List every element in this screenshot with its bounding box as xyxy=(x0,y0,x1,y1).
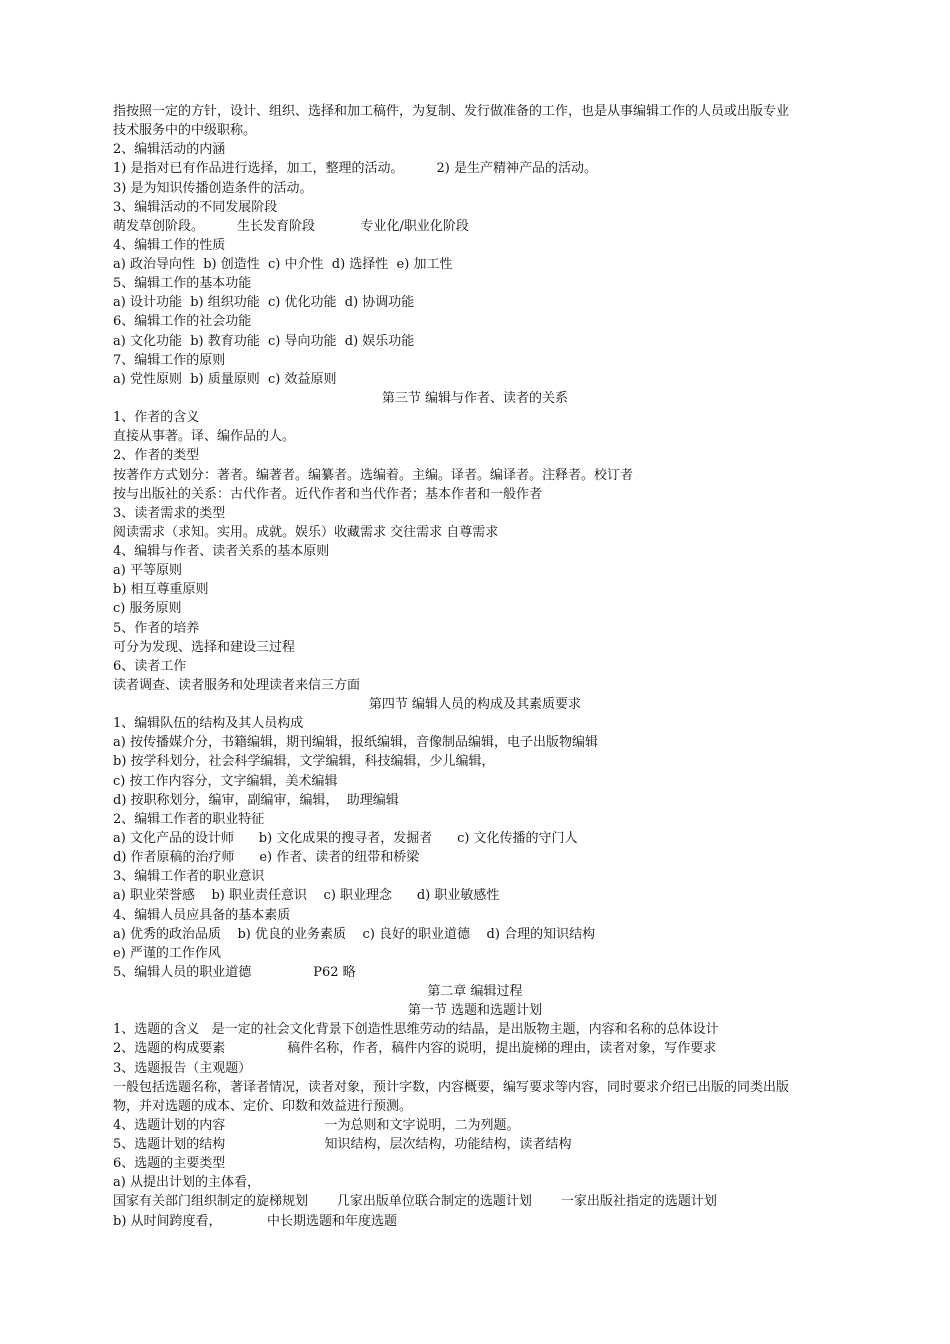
text-line: 一般包括选题名称，著译者情况，读者对象，预计字数，内容概要，编写要求等内容，同时要求介绍已出版的同类出版 xyxy=(113,1079,790,1095)
text-line: e) 严谨的工作作风 xyxy=(113,945,221,961)
section-heading: 第三节 编辑与作者、读者的关系 xyxy=(381,390,569,406)
text-line: 7、编辑工作的原则 xyxy=(113,352,226,368)
text-line: a) 平等原则 xyxy=(113,563,182,579)
text-line: b) 从时间跨度看， 中长期选题和年度选题 xyxy=(113,1213,397,1229)
text-line: c) 按工作内容分，文字编辑，美术编辑 xyxy=(113,773,338,789)
text-line: a) 政治导向性 b) 创造性 c) 中介性 d) 选择性 e) 加工性 xyxy=(113,257,453,272)
text-line: 1) 是指对已有作品进行选择，加工，整理的活动。 2) 是生产精神产品的活动。 xyxy=(113,161,598,177)
text-line: 按著作方式划分：著者。编著者。编纂者。选编着。主编。译者。编译者。注释者。校订者 xyxy=(113,467,634,483)
section-heading: 第二章 编辑过程 xyxy=(427,984,523,999)
text-line: 5、选题计划的结构 知识结构，层次结构，功能结构，读者结构 xyxy=(113,1137,572,1152)
text-line: 读者调查、读者服务和处理读者来信三方面 xyxy=(113,677,361,693)
text-line: 1、作者的含义 xyxy=(113,410,200,426)
text-line: 4、编辑与作者、读者关系的基本原则 xyxy=(113,544,330,559)
text-line: 6、编辑工作的社会功能 xyxy=(113,314,252,330)
text-line: d) 作者原稿的治疗师 e) 作者、读者的纽带和桥梁 xyxy=(113,850,420,866)
text-line: 3、编辑工作者的职业意识 xyxy=(113,869,265,885)
text-line: b) 按学科划分，社会科学编辑，文学编辑，科技编辑，少儿编辑， xyxy=(113,754,495,770)
text-line: 3、编辑活动的不同发展阶段 xyxy=(113,199,278,215)
text-line: a) 文化产品的设计师 b) 文化成果的搜寻者，发掘者 c) 文化传播的守门人 xyxy=(113,830,578,846)
text-line: a) 文化功能 b) 教育功能 c) 导向功能 d) 娱乐功能 xyxy=(113,333,415,349)
text-line: 指按照一定的方针，设计、组织、选择和加工稿件，为复制、发行做准备的工作，也是从事编辑工作的人员或出版专业 xyxy=(113,104,790,119)
text-line: a) 优秀的政治品质 b) 优良的业务素质 c) 良好的职业道德 d) 合理的知识结构 xyxy=(113,926,596,942)
text-line: 3、选题报告（主观题） xyxy=(113,1060,252,1076)
text-line: 2、选题的构成要素 稿件名称，作者，稿件内容的说明，提出旋梯的理由，读者对象，写作要求 xyxy=(113,1041,717,1057)
text-line: 国家有关部门组织制定的旋梯规划 几家出版单位联合制定的选题计划 一家出版社指定的选题计划 xyxy=(113,1194,717,1210)
text-line: a) 设计功能 b) 组织功能 c) 优化功能 d) 协调功能 xyxy=(113,295,415,311)
text-line: 技术服务中的中级职称。 xyxy=(113,123,257,139)
text-line: a) 按传播媒介分，书籍编辑，期刊编辑，报纸编辑，音像制品编辑，电子出版物编辑 xyxy=(113,735,598,751)
text-line: 4、编辑人员应具备的基本素质 xyxy=(113,907,291,923)
text-line: d) 按职称划分，编审，副编审，编辑， 助理编辑 xyxy=(113,792,399,808)
text-line: 6、读者工作 xyxy=(113,658,187,674)
text-line: 可分为发现、选择和建设三过程 xyxy=(113,639,296,655)
text-line: 2、编辑工作者的职业特征 xyxy=(113,811,265,827)
section-heading: 第一节 选题和选题计划 xyxy=(407,1003,543,1019)
text-line: a) 职业荣誉感 b) 职业责任意识 c) 职业理念 d) 职业敏感性 xyxy=(113,888,500,904)
text-line: b) 相互尊重原则 xyxy=(113,582,209,598)
text-line: 物，并对选题的成本、定价、印数和效益进行预测。 xyxy=(113,1098,413,1114)
text-line: 阅读需求（求知。实用。成就。娱乐）收藏需求 交往需求 自尊需求 xyxy=(113,524,499,540)
section-heading: 第四节 编辑人员的构成及其素质要求 xyxy=(368,697,582,712)
text-line: 1、选题的含义 是一定的社会文化背景下创造性思维劳动的结晶，是出版物主题，内容和名称的总体设计 xyxy=(113,1022,719,1038)
text-line: a) 党性原则 b) 质量原则 c) 效益原则 xyxy=(113,371,337,387)
text-line: 1、编辑队伍的结构及其人员构成 xyxy=(113,716,304,732)
text-line: a) 从提出计划的主体看， xyxy=(113,1175,260,1191)
text-line: 4、编辑工作的性质 xyxy=(113,237,226,253)
text-line: 4、选题计划的内容 一为总则和文字说明，二为列题。 xyxy=(113,1117,520,1133)
text-line: 5、编辑人员的职业道德 P62 略 xyxy=(113,964,356,980)
text-line: 按与出版社的关系：古代作者。近代作者和当代作者；基本作者和一般作者 xyxy=(113,486,543,502)
text-line: 2、作者的类型 xyxy=(113,448,200,464)
text-line: 6、选题的主要类型 xyxy=(113,1156,226,1172)
text-line: 5、编辑工作的基本功能 xyxy=(113,276,252,292)
text-line: 直接从事著。译、编作品的人。 xyxy=(113,429,296,445)
text-line: 5、作者的培养 xyxy=(113,620,200,636)
text-line: 萌发草创阶段。 生长发育阶段 专业化/职业化阶段 xyxy=(113,218,469,234)
text-line: 3、读者需求的类型 xyxy=(113,505,226,521)
text-line: c) 服务原则 xyxy=(113,601,182,617)
text-line: 2、编辑活动的内涵 xyxy=(113,142,226,158)
text-line: 3) 是为知识传播创造条件的活动。 xyxy=(113,180,313,196)
